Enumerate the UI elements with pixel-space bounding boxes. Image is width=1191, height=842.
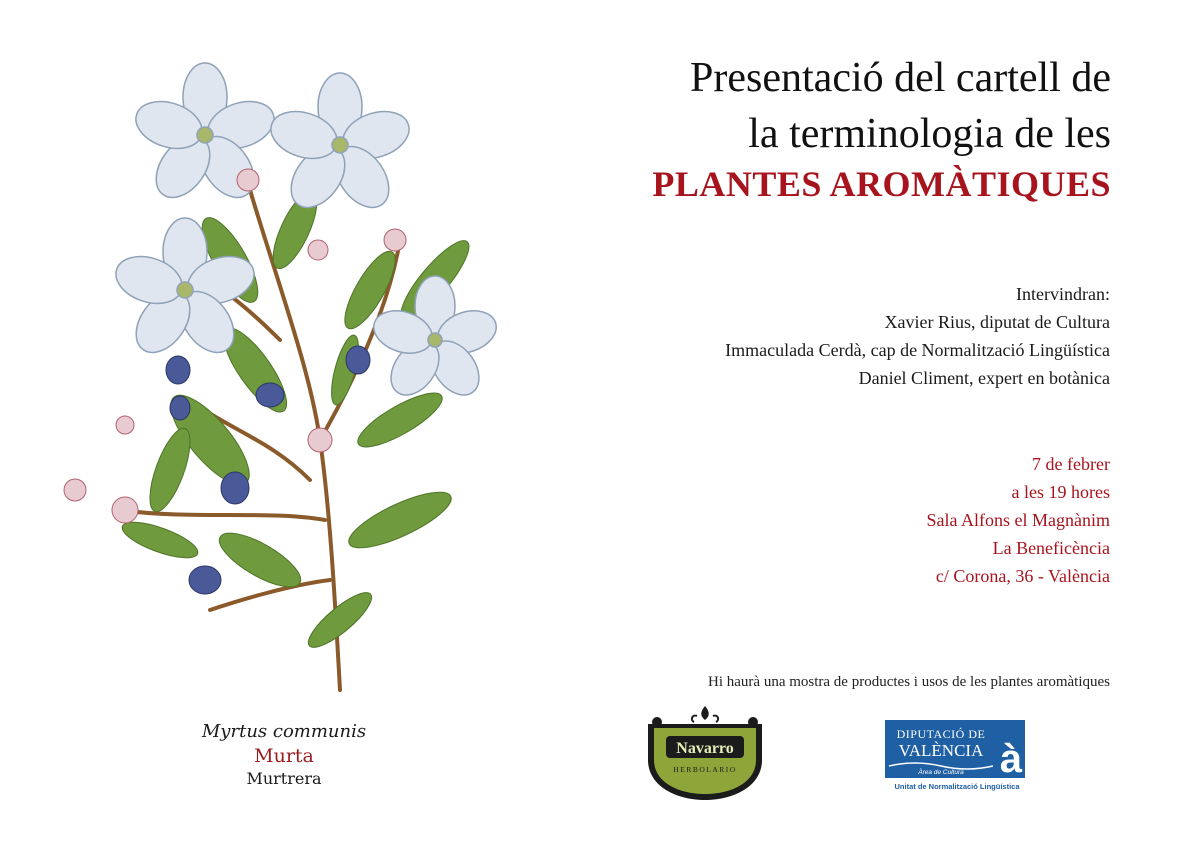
navarro-logo (642, 702, 768, 802)
navarro-name: Navarro (676, 740, 734, 757)
speaker-item: Immaculada Cerdà, cap de Normalització Lingüística (725, 340, 1110, 360)
event-address: c/ Corona, 36 - València (935, 566, 1110, 586)
latin-name: Myrtus communis (201, 721, 367, 742)
speakers-heading: Intervindran: (1016, 284, 1110, 304)
event-venue: La Beneficència (992, 538, 1110, 558)
page-title (551, 50, 1111, 206)
diputacio-line2: VALÈNCIA (898, 741, 984, 760)
speaker-item: Xavier Rius, diputat de Cultura (884, 312, 1110, 332)
title-line-2: la terminologia de les (748, 111, 1111, 157)
myrtle-illustration (40, 40, 520, 710)
speakers-block (725, 280, 1110, 392)
diputacio-area: Àrea de Cultura (918, 769, 964, 776)
event-date: 7 de febrer (1032, 454, 1110, 474)
event-details (927, 450, 1110, 590)
title-line-1: Presentació del cartell de (690, 55, 1111, 101)
species-caption (170, 720, 398, 790)
diputacio-line1: DIPUTACIÓ DE (896, 727, 986, 741)
local-name: Murtrera (246, 769, 322, 788)
event-time: a les 19 hores (1011, 482, 1110, 502)
diputacio-unit: Unitat de Normalització Lingüística (894, 782, 1020, 791)
diputacio-mark: à (999, 737, 1023, 781)
speaker-item: Daniel Climent, expert en botànica (858, 368, 1110, 388)
title-accent: PLANTES AROMÀTIQUES (652, 164, 1111, 204)
navarro-sub: HERBOLARIO (673, 765, 737, 774)
exhibition-note: Hi haurà una mostra de productes i usos de les plantes aromàtiques (708, 674, 1110, 690)
common-name: Murta (254, 745, 314, 767)
diputacio-logo (885, 720, 1035, 792)
event-room: Sala Alfons el Magnànim (926, 510, 1110, 530)
